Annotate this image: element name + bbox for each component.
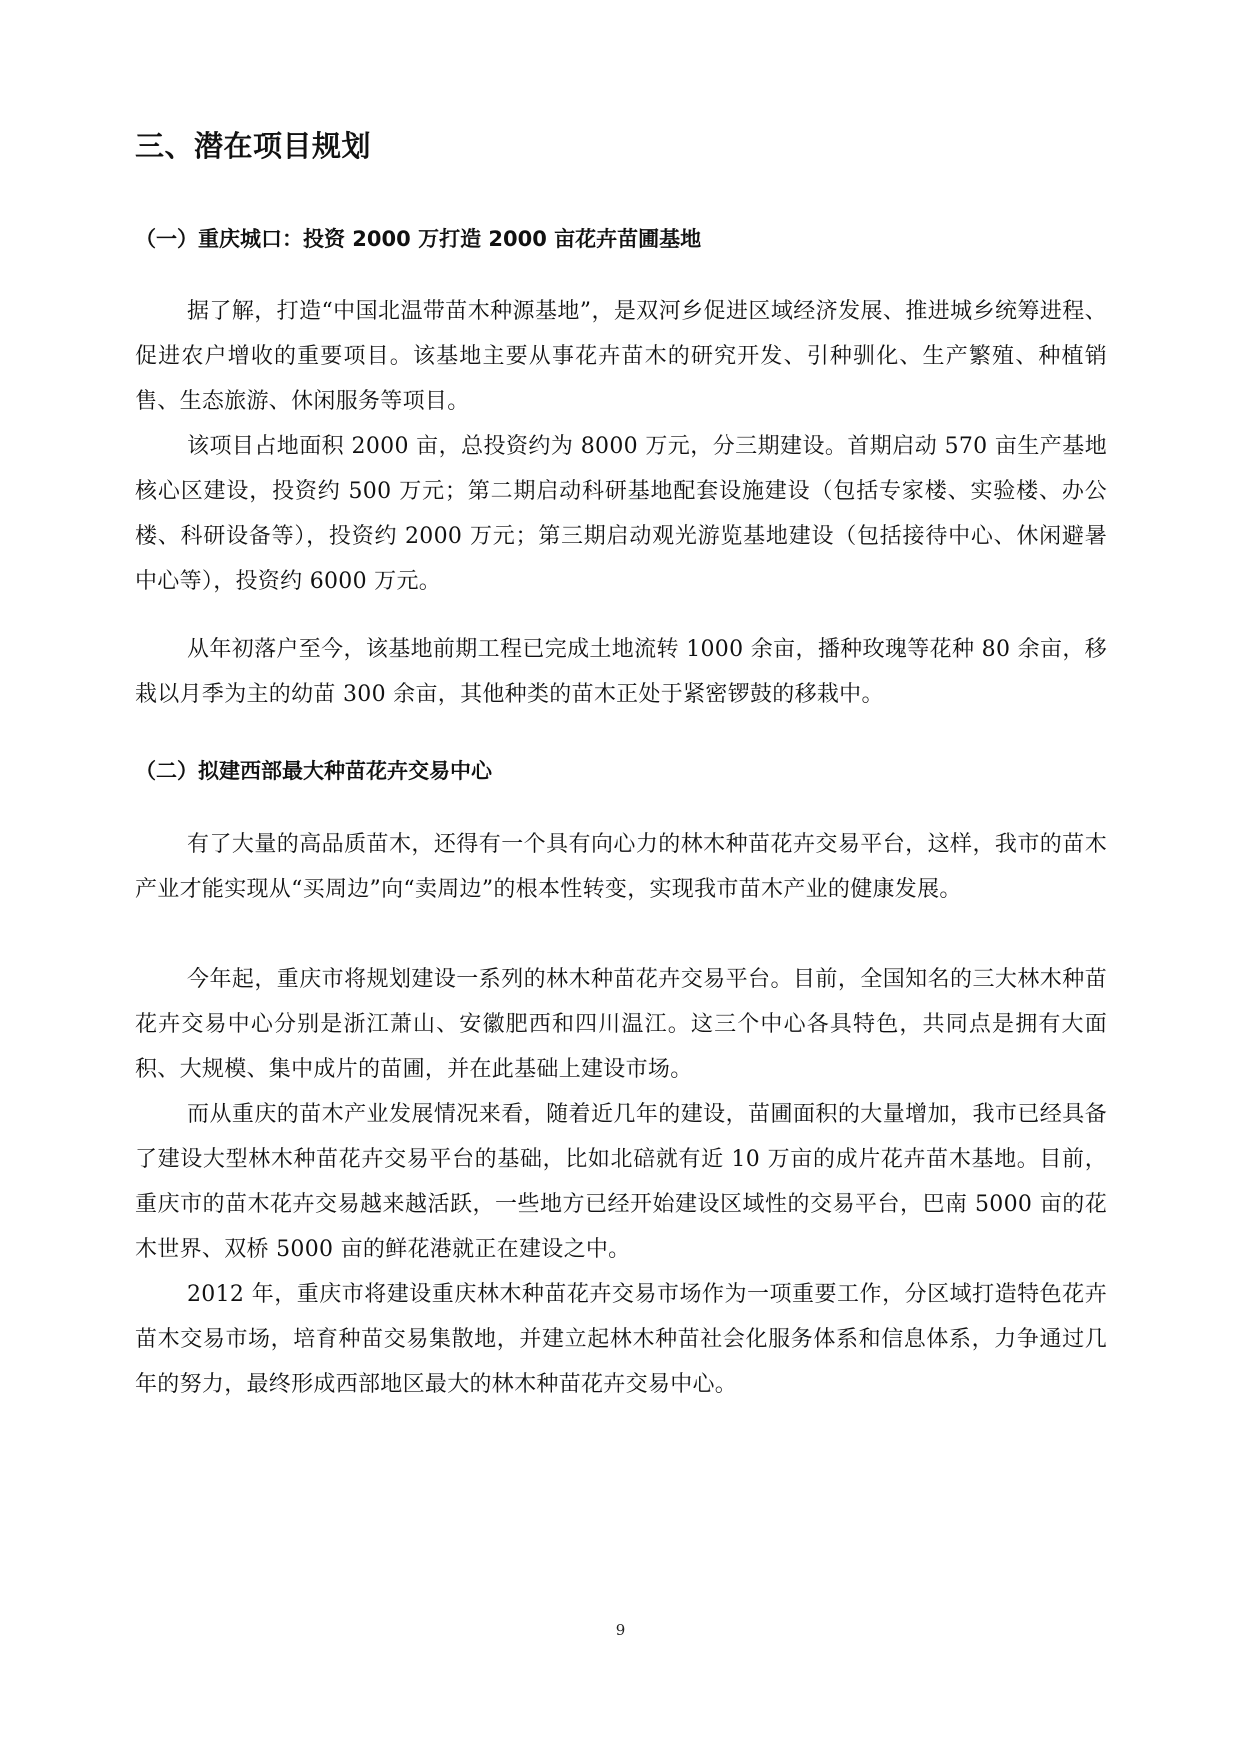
paragraph: 该项目占地面积 2000 亩，总投资约为 8000 万元，分三期建设。首期启动 570 亩生产基地核心区建设，投资约 500 万元；第二期启动科研基地配套设施建设（包括专家楼、实验楼、办公楼、科研设备等），投资约 2000 万元；第三期启动观光游览基地建设（包括接待中心、休闲避暑中心等），投资约 6000 万元。 xyxy=(135,434,1107,594)
paragraph: 有了大量的高品质苗木，还得有一个具有向心力的林木种苗花卉交易平台，这样，我市的苗木产业才能实现从“买周边”向“卖周边”的根本性转变，实现我市苗木产业的健康发展。 xyxy=(135,832,1107,902)
paragraph: 今年起，重庆市将规划建设一系列的林木种苗花卉交易平台。目前，全国知名的三大林木种苗花卉交易中心分别是浙江萧山、安徽肥西和四川温江。这三个中心各具特色，共同点是拥有大面积、大规模、集中成片的苗圃，并在此基础上建设市场。 xyxy=(135,967,1107,1082)
paragraph: 而从重庆的苗木产业发展情况来看，随着近几年的建设，苗圃面积的大量增加，我市已经具备了建设大型林木种苗花卉交易平台的基础，比如北碚就有近 10 万亩的成片花卉苗木基地。目前，重庆市的苗木花卉交易越来越活跃，一些地方已经开始建设区域性的交易平台，巴南 5000 亩的花木世界、双桥 5000 亩的鲜花港就正在建设之中。 xyxy=(135,1102,1107,1262)
paragraph: 据了解，打造“中国北温带苗木种源基地”，是双河乡促进区域经济发展、推进城乡统筹进程、促进农户增收的重要项目。该基地主要从事花卉苗木的研究开发、引种驯化、生产繁殖、种植销售、生态旅游、休闲服务等项目。 xyxy=(135,299,1107,414)
page-number: 9 xyxy=(615,1621,626,1639)
subsection-title-2: （二）拟建西部最大种苗花卉交易中心 xyxy=(135,759,492,783)
paragraph: 从年初落户至今，该基地前期工程已完成土地流转 1000 余亩，播种玫瑰等花种 80 余亩，移栽以月季为主的幼苗 300 余亩，其他种类的苗木正处于紧密锣鼓的移栽中。 xyxy=(135,637,1107,707)
paragraph: 2012 年，重庆市将建设重庆林木种苗花卉交易市场作为一项重要工作，分区域打造特色花卉苗木交易市场，培育种苗交易集散地，并建立起林木种苗社会化服务体系和信息体系，力争通过几年的努力，最终形成西部地区最大的林木种苗花卉交易中心。 xyxy=(135,1282,1107,1397)
section-title: 三、潜在项目规划 xyxy=(135,129,372,163)
subsection-title-1: （一）重庆城口：投资 2000 万打造 2000 亩花卉苗圃基地 xyxy=(135,227,702,251)
